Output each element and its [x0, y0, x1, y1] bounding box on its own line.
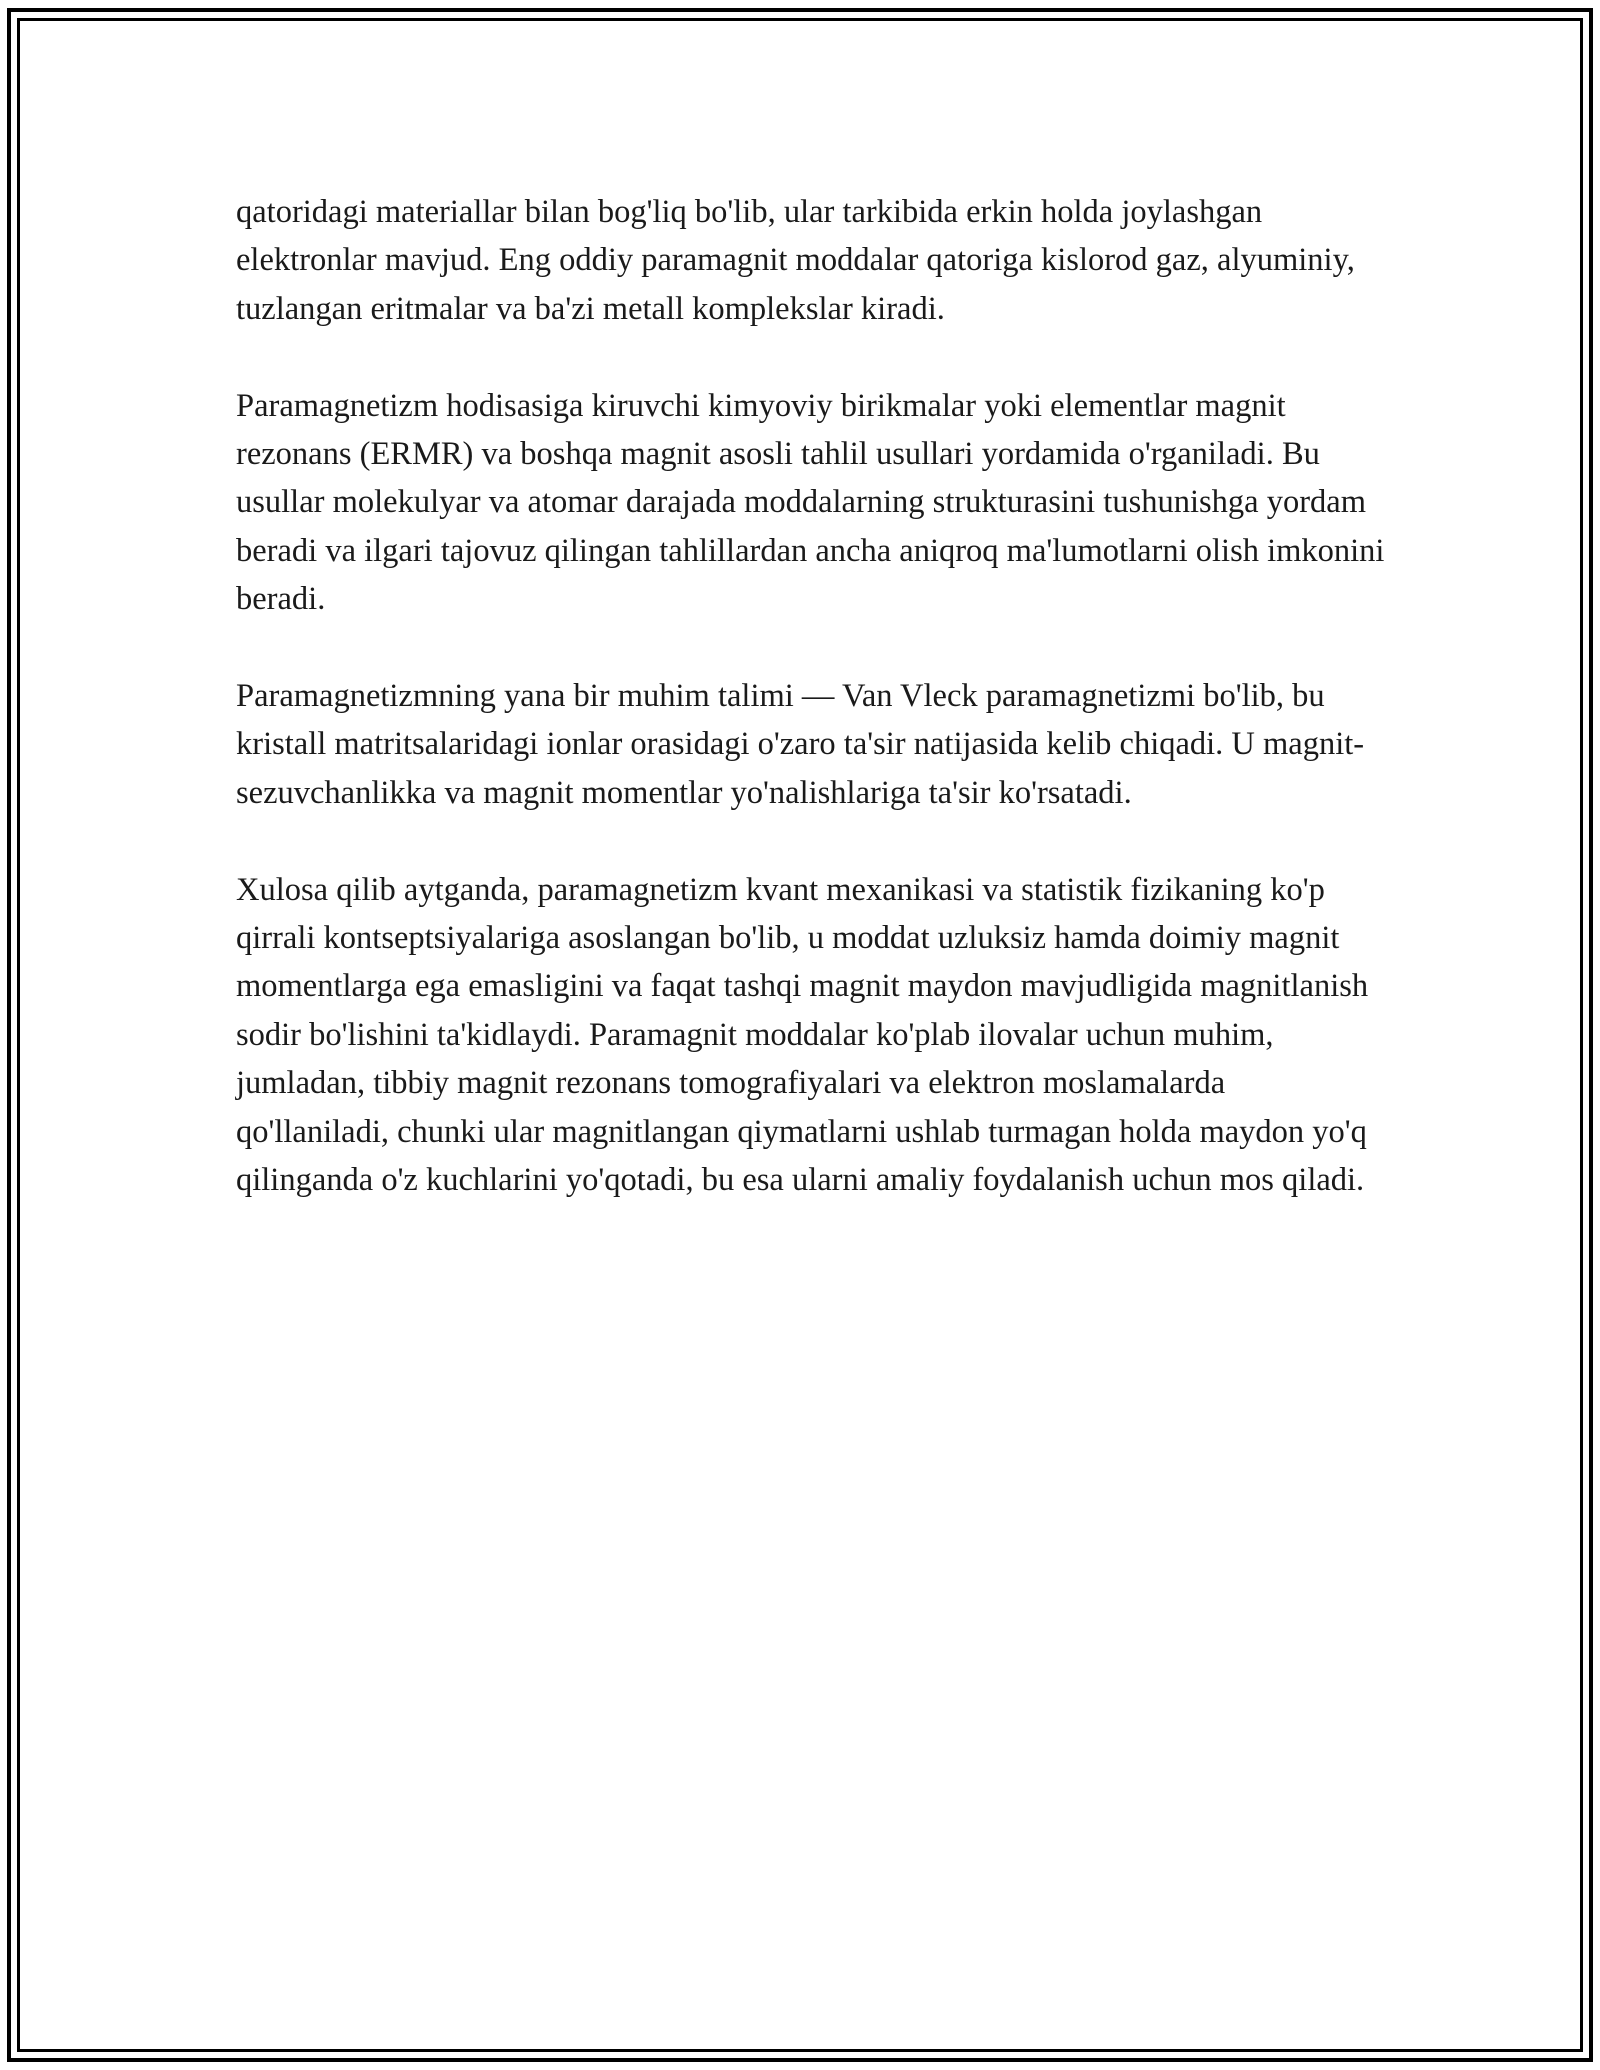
- paragraph-1: qatoridagi materiallar bilan bog'liq bo'lib, ular tarkibida erkin holda joylashgan elektronlar mavjud. Eng oddiy paramagnit moddalar qatoriga kislorod gaz, alyuminiy, tuzlangan eritmalar va ba'zi metall komplekslar kiradi.: [236, 194, 1355, 327]
- paragraph-2: Paramagnetizm hodisasiga kiruvchi kimyoviy birikmalar yoki elementlar magnit rezonans (ERMR) va boshqa magnit asosli tahlil usullari yordamida o'rganiladi. Bu usullar molekulyar va atomar darajada moddalarning strukturasini tushunishga yordam beradi va ilgari tajovuz qilingan tahlillardan ancha aniqroq ma'lumotlarni olish imkonini beradi.: [236, 387, 1385, 618]
- paragraph-3: Paramagnetizmning yana bir muhim talimi — Van Vleck paramagnetizmi bo'lib, bu kristall matritsalaridagi ionlar orasidagi o'zaro ta'sir natijasida kelib chiqadi. U magnit-sezuvchanlikka va magnit momentlar yo'nalishlariga ta'sir ko'rsatadi.: [236, 678, 1365, 811]
- document-body: [236, 188, 1386, 1253]
- paragraph-4: Xulosa qilib aytganda, paramagnetizm kvant mexanikasi va statistik fizikaning ko'p qirrali kontseptsiyalariga asoslangan bo'lib, u moddat uzluksiz hamda doimiy magnit momentlarga ega emasligini va faqat tashqi magnit maydon mavjudligida magnitlanish sodir bo'lishini ta'kidlaydi. Paramagnit moddalar ko'plab ilovalar uchun muhim, jumladan, tibbiy magnit rezonans tomografiyalari va elektron moslamalarda qo'llaniladi, chunki ular magnitlangan qiymatlarni ushlab turmagan holda maydon yo'q qilinganda o'z kuchlarini yo'qotadi, bu esa ularni amaliy foydalanish uchun mos qiladi.: [236, 871, 1369, 1199]
